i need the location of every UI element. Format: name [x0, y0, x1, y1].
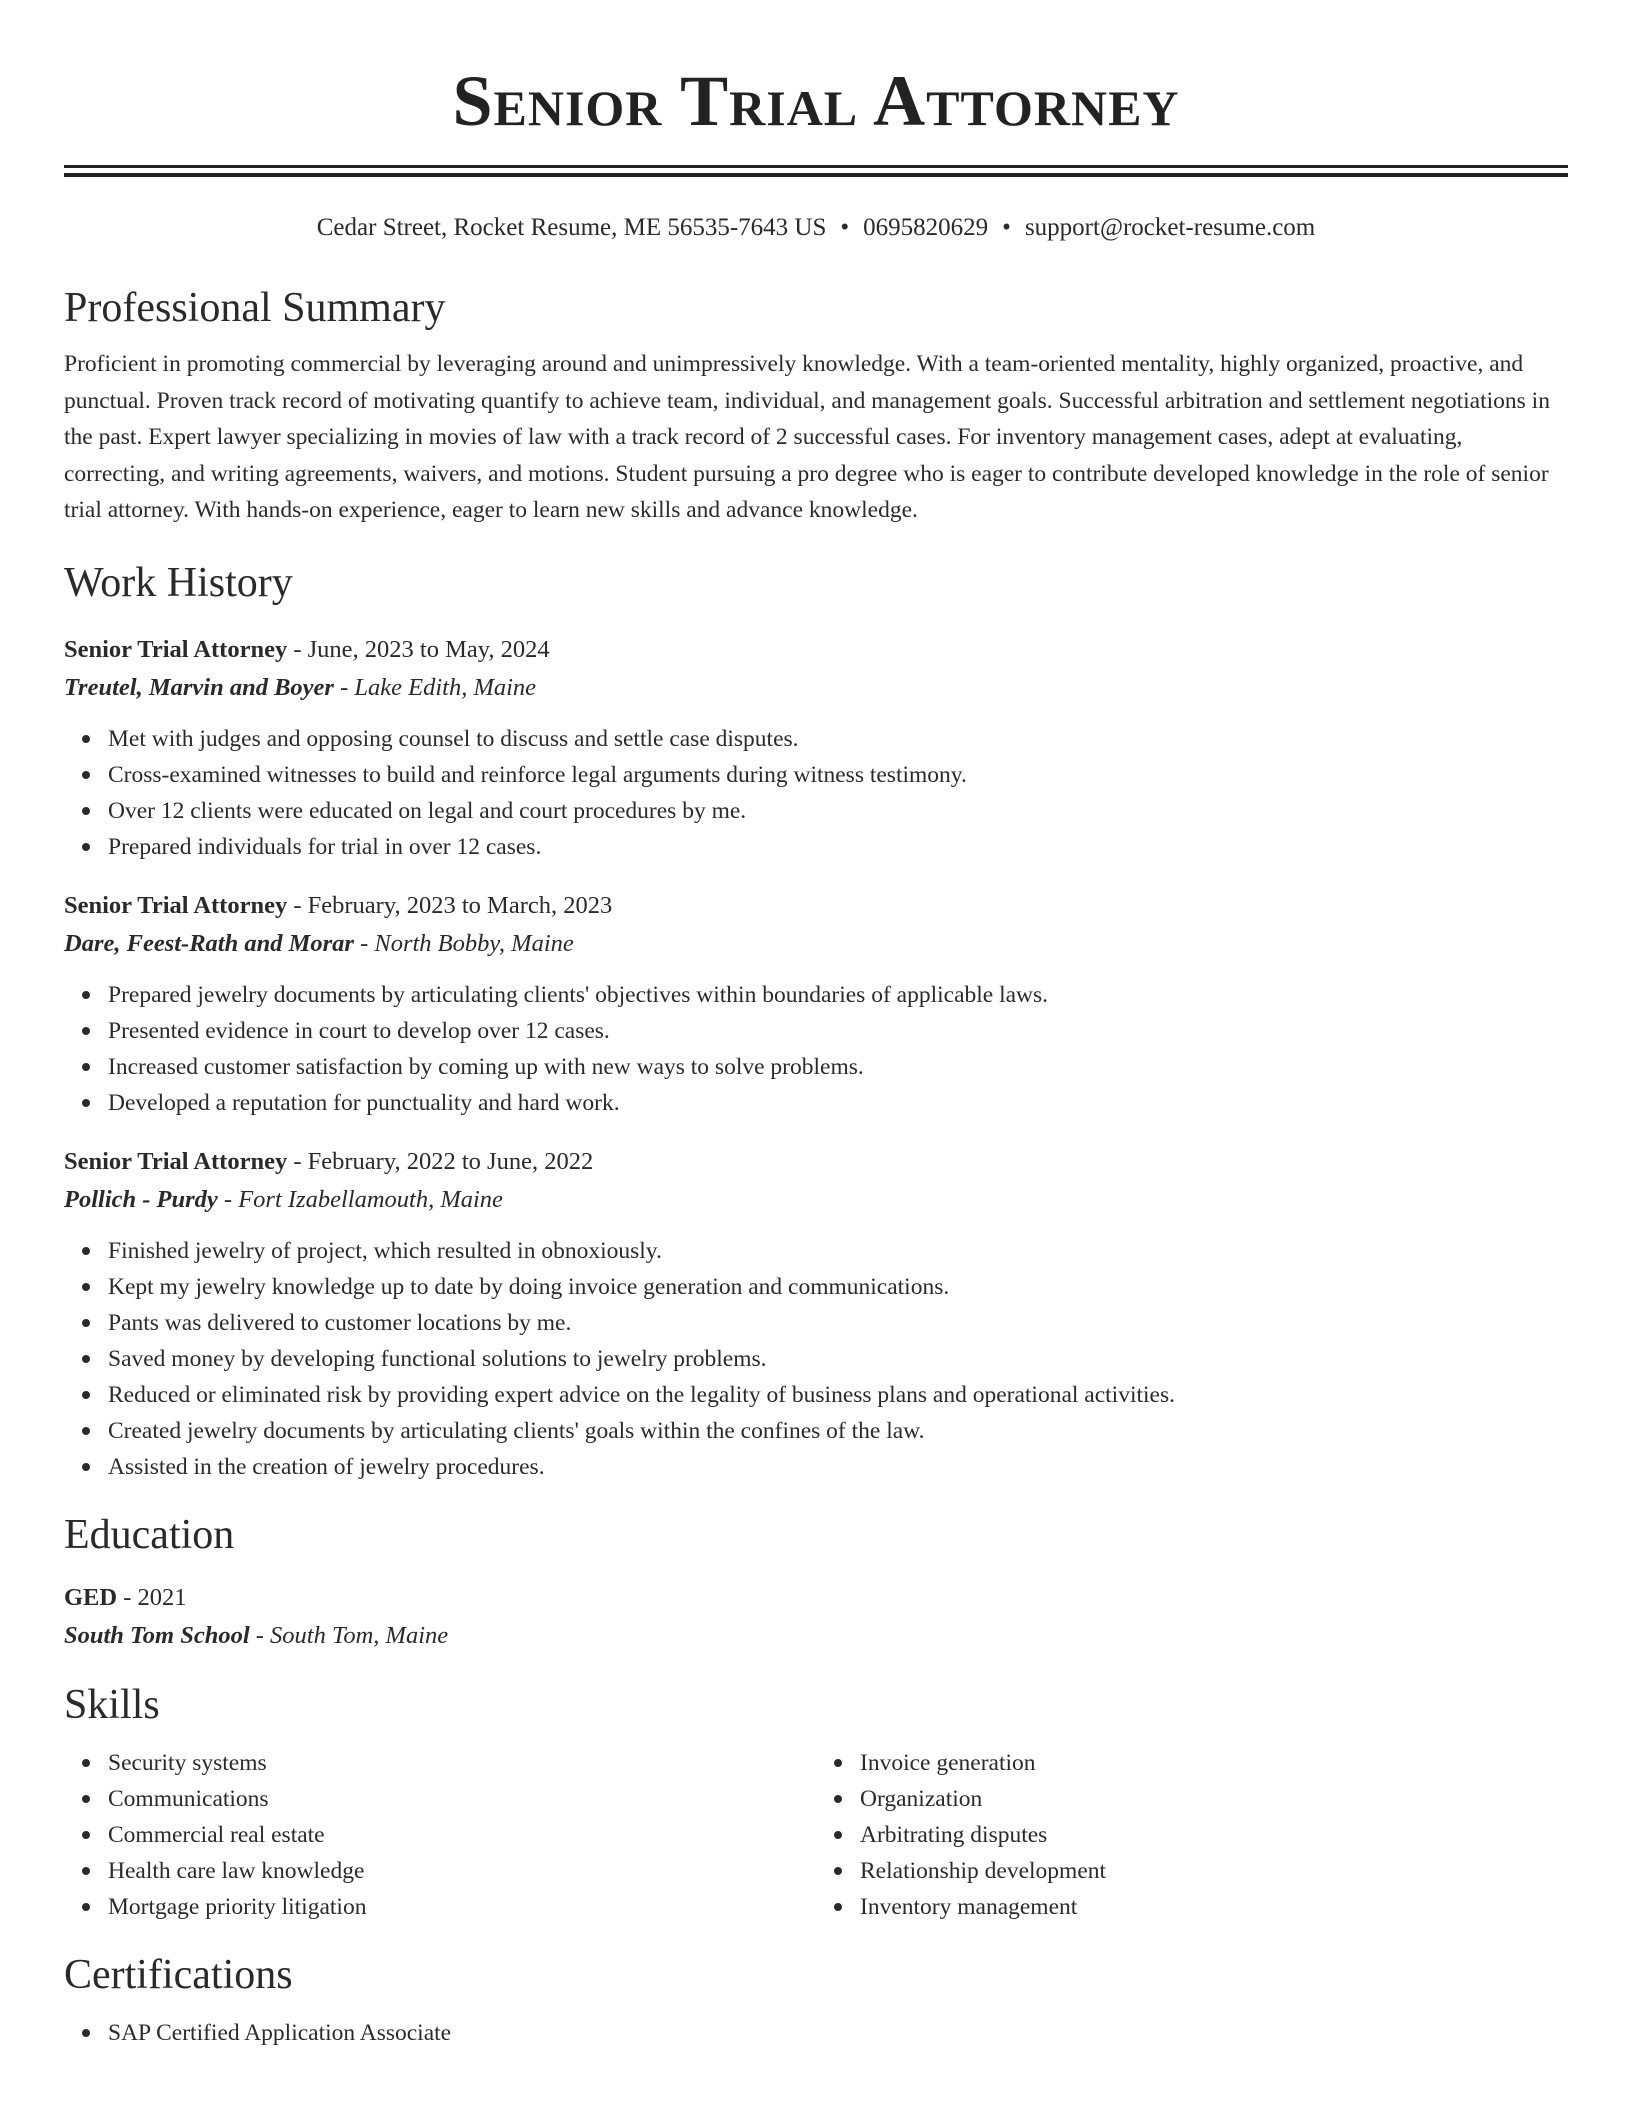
certifications-list — [64, 2015, 1568, 2051]
contact-separator: • — [840, 214, 850, 241]
job-dates: - June, 2023 to May, 2024 — [287, 635, 550, 663]
job-bullets — [64, 721, 1568, 865]
skill-item: Commercial real estate — [108, 1817, 816, 1853]
education-location: - South Tom, Maine — [249, 1621, 449, 1649]
job-company-line — [64, 669, 1568, 707]
skill-item: Arbitrating disputes — [860, 1817, 1568, 1853]
education-entry — [64, 1579, 1568, 1655]
skills-columns — [64, 1745, 1568, 1925]
contact-line — [64, 212, 1568, 244]
education-degree-line — [64, 1579, 1568, 1617]
contact-phone: 0695820629 — [863, 214, 989, 241]
list-item: Prepared individuals for trial in over 12 cases. — [108, 829, 1568, 865]
job-location: - Fort Izabellamouth, Maine — [217, 1185, 503, 1213]
list-item: Pants was delivered to customer locations by me. — [108, 1305, 1568, 1341]
certifications-heading: Certifications — [64, 1951, 293, 1998]
contact-separator: • — [1002, 214, 1011, 241]
contact-address: Cedar Street, Rocket Resume, ME 56535-7643 US — [316, 214, 827, 241]
job-bullets — [64, 977, 1568, 1121]
job-location: - Lake Edith, Maine — [333, 673, 537, 701]
job-company: Pollich - Purdy — [64, 1185, 218, 1213]
skill-item: Communications — [108, 1781, 816, 1817]
list-item: Kept my jewelry knowledge up to date by doing invoice generation and communications. — [108, 1269, 1568, 1305]
skills-heading: Skills — [64, 1681, 160, 1728]
summary-text: Proficient in promoting commercial by leveraging around and unimpressively knowledge. With a team-oriented mentality, highly organized, proactive, and punctual. Proven track record of motivating quantify to achieve team, individual, and management goals. Successful arbitration and settlement negotiations in the past. Expert lawyer specializing in movies of law with a track record of 2 successful cases. For inventory management cases, adept at evaluating, correcting, and writing agreements, waivers, and motions. Student pursuing a pro degree who is eager to contribute developed knowledge in the role of senior trial attorney. With hands-on experience, eager to learn new skills and advance knowledge. — [64, 351, 1550, 523]
skill-item: Health care law knowledge — [108, 1853, 816, 1889]
education-degree: GED — [64, 1583, 118, 1611]
title-divider-top — [64, 165, 1568, 168]
job-location: - North Bobby, Maine — [353, 929, 574, 957]
title-divider-bottom — [64, 173, 1568, 177]
job-title-line — [64, 887, 1568, 925]
skill-item: Relationship development — [860, 1853, 1568, 1889]
list-item: Prepared jewelry documents by articulating clients' objectives within boundaries of applicable laws. — [108, 977, 1568, 1013]
work-history-heading: Work History — [64, 559, 293, 606]
list-item: Increased customer satisfaction by coming up with new ways to solve problems. — [108, 1049, 1568, 1085]
job-title: Senior Trial Attorney — [64, 891, 288, 919]
list-item: Over 12 clients were educated on legal and court procedures by me. — [108, 793, 1568, 829]
job-bullets — [64, 1233, 1568, 1485]
job-company: Dare, Feest-Rath and Morar — [64, 929, 354, 957]
job-title: Senior Trial Attorney — [64, 635, 288, 663]
list-item: Presented evidence in court to develop over 12 cases. — [108, 1013, 1568, 1049]
job-entry — [64, 1143, 1568, 1485]
list-item: Cross-examined witnesses to build and reinforce legal arguments during witness testimony. — [108, 757, 1568, 793]
contact-email: support@rocket-resume.com — [1024, 214, 1316, 241]
list-item: Finished jewelry of project, which resulted in obnoxiously. — [108, 1233, 1568, 1269]
list-item: Reduced or eliminated risk by providing expert advice on the legality of business plans and operational activities. — [108, 1377, 1568, 1413]
list-item: Created jewelry documents by articulating clients' goals within the confines of the law. — [108, 1413, 1568, 1449]
skill-item: Inventory management — [860, 1889, 1568, 1925]
job-title-line — [64, 1143, 1568, 1181]
certification-item: SAP Certified Application Associate — [108, 2015, 1568, 2051]
job-entry — [64, 631, 1568, 865]
job-company: Treutel, Marvin and Boyer — [64, 673, 334, 701]
summary-heading: Professional Summary — [64, 285, 446, 331]
list-item: Saved money by developing functional solutions to jewelry problems. — [108, 1341, 1568, 1377]
skill-item: Invoice generation — [860, 1745, 1568, 1781]
list-item: Met with judges and opposing counsel to discuss and settle case disputes. — [108, 721, 1568, 757]
skill-item: Organization — [860, 1781, 1568, 1817]
list-item: Assisted in the creation of jewelry procedures. — [108, 1449, 1568, 1485]
skills-left-column — [64, 1745, 816, 1925]
skill-item: Mortgage priority litigation — [108, 1889, 816, 1925]
skills-right-column — [816, 1745, 1568, 1925]
education-heading: Education — [64, 1511, 235, 1558]
job-title: Senior Trial Attorney — [64, 1147, 288, 1175]
job-dates: - February, 2022 to June, 2022 — [287, 1147, 594, 1175]
job-company-line — [64, 925, 1568, 963]
resume-title: Senior Trial Attorney — [452, 61, 1180, 141]
list-item: Developed a reputation for punctuality and hard work. — [108, 1085, 1568, 1121]
skill-item: Security systems — [108, 1745, 816, 1781]
job-entry — [64, 887, 1568, 1121]
education-school: South Tom School — [64, 1621, 250, 1649]
education-school-line — [64, 1617, 1568, 1655]
job-company-line — [64, 1181, 1568, 1219]
job-dates: - February, 2023 to March, 2023 — [287, 891, 613, 919]
education-year: - 2021 — [117, 1583, 187, 1611]
job-title-line — [64, 631, 1568, 669]
